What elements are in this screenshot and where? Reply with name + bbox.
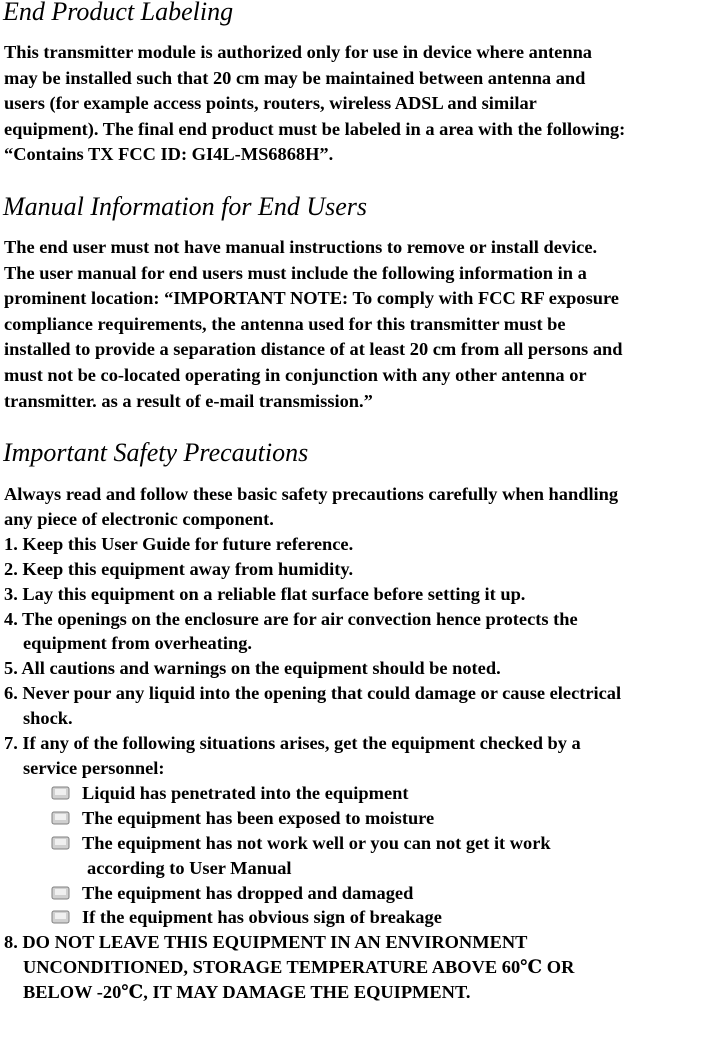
safety-precautions-list — [4, 482, 712, 1005]
intro-line: any piece of electronic component. — [4, 508, 274, 529]
paragraph-line: users (for example access points, routers, wireless ADSL and similar — [4, 93, 537, 114]
paragraph-line: may be installed such that 20 cm may be maintained between antenna and — [4, 67, 586, 88]
list-item — [4, 582, 712, 607]
list-item — [4, 681, 712, 731]
section-title-important-safety-precautions: Important Safety Precautions — [3, 438, 309, 467]
gray-square-bullet-icon — [51, 811, 70, 825]
list-item — [4, 532, 712, 557]
sub-list-item — [49, 881, 712, 906]
sub-list-item — [49, 806, 712, 831]
paragraph-line: transmitter. as a result of e-mail transmission.” — [4, 390, 373, 411]
list-item — [4, 557, 712, 582]
paragraph-line: The end user must not have manual instructions to remove or install device. — [4, 237, 598, 257]
gray-square-bullet-icon — [51, 886, 70, 900]
paragraph-line: equipment). The final end product must be labeled in a area with the following: — [4, 118, 626, 139]
list-item-text: 1. Keep this User Guide for future reference. — [4, 533, 354, 554]
gray-square-bullet-icon — [51, 836, 70, 850]
paragraph-line: “Contains TX FCC ID: GI4L-MS6868H”. — [4, 144, 334, 165]
paragraph-line: This transmitter module is authorized only for use in device where antenna — [4, 42, 592, 62]
gray-square-bullet-icon — [51, 786, 70, 800]
list-item-text: shock. — [23, 708, 73, 729]
situations-sublist — [4, 781, 712, 930]
list-item-text: 8. DO NOT LEAVE THIS EQUIPMENT IN AN ENVIRONMENT — [4, 932, 528, 953]
sub-list-item — [49, 905, 712, 930]
intro-line: Always read and follow these basic safety precautions carefully when handling — [4, 484, 619, 504]
list-item-text: UNCONDITIONED, STORAGE TEMPERATURE ABOVE 60℃ OR — [23, 957, 575, 978]
sub-list-item-text: according to User Manual — [87, 857, 292, 878]
list-item-text: 4. The openings on the enclosure are for air convection hence protects the — [4, 608, 578, 629]
gray-square-bullet-icon — [51, 910, 70, 924]
list-item — [4, 930, 712, 1005]
sub-list-item-text: Liquid has penetrated into the equipment — [82, 782, 409, 803]
list-item-text: BELOW -20℃, IT MAY DAMAGE THE EQUIPMENT. — [23, 982, 471, 1003]
sub-list-item-text: The equipment has been exposed to moisture — [82, 807, 435, 828]
list-item-text: equipment from overheating. — [23, 633, 253, 654]
list-item — [4, 607, 712, 657]
end-product-labeling-paragraph — [4, 40, 712, 168]
list-item-text: 2. Keep this equipment away from humidity. — [4, 558, 354, 579]
list-item-text: 7. If any of the following situations arises, get the equipment checked by a — [4, 733, 581, 754]
paragraph-line: installed to provide a separation distance of at least 20 cm from all persons and — [4, 339, 623, 360]
list-item-text: 5. All cautions and warnings on the equipment should be noted. — [4, 658, 501, 679]
list-item-text: 6. Never pour any liquid into the opening that could damage or cause electrical — [4, 683, 622, 704]
section-title-manual-information: Manual Information for End Users — [3, 192, 367, 221]
list-item — [4, 656, 712, 681]
list-item-text: service personnel: — [23, 757, 165, 778]
sub-list-item-text: The equipment has not work well or you can not get it work — [82, 832, 551, 853]
list-item-text: 3. Lay this equipment on a reliable flat surface before setting it up. — [4, 583, 526, 604]
list-item — [4, 731, 712, 930]
section-title-end-product-labeling: End Product Labeling — [3, 0, 234, 26]
paragraph-line: The user manual for end users must include the following information in a — [4, 262, 587, 283]
paragraph-line: prominent location: “IMPORTANT NOTE: To comply with FCC RF exposure — [4, 288, 619, 309]
sub-list-item — [49, 781, 712, 806]
paragraph-line: compliance requirements, the antenna used for this transmitter must be — [4, 313, 566, 334]
sub-list-item-text: The equipment has dropped and damaged — [82, 882, 414, 903]
sub-list-item-text: If the equipment has obvious sign of breakage — [82, 907, 442, 928]
manual-information-paragraph — [4, 235, 712, 414]
paragraph-line: must not be co-located operating in conjunction with any other antenna or — [4, 364, 587, 385]
sub-list-item — [49, 831, 712, 881]
list-item — [4, 482, 712, 532]
